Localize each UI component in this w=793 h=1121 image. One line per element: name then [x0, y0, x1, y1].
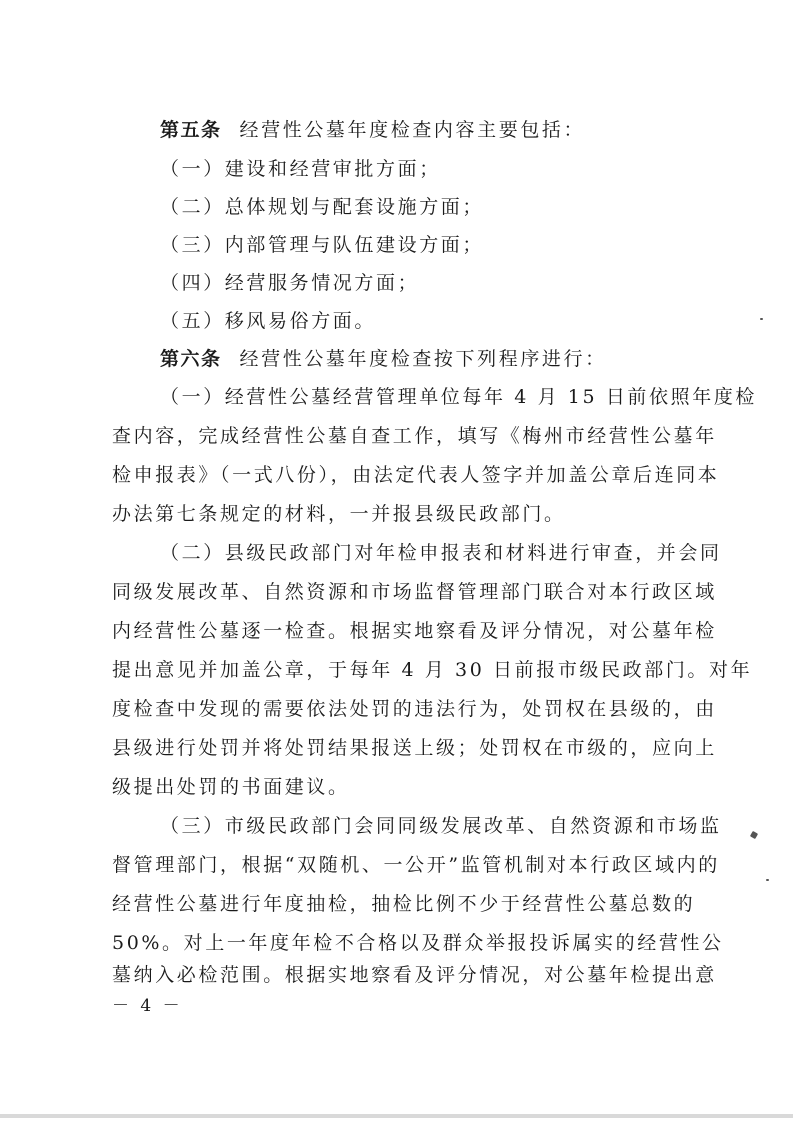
paragraph-3-line-5: 墓纳入必检范围。根据实地察看及评分情况，对公墓年检提出意 [112, 964, 717, 986]
paragraph-2-line-6: 县级进行处罚并将处罚结果报送上级；处罚权在市级的，应向上 [112, 737, 717, 759]
paragraph-1-line-1: （一）经营性公墓经营管理单位每年 4 月 15 日前依照年度检 [160, 386, 758, 408]
paragraph-2-line-3: 内经营性公墓逐一检查。根据实地察看及评分情况，对公墓年检 [112, 620, 717, 642]
article-5-intro: 经营性公墓年度检查内容主要包括： [239, 119, 586, 141]
page-number: － 4 － [112, 996, 183, 1016]
scan-speck [766, 879, 769, 881]
bottom-edge-rule [0, 1114, 793, 1118]
paragraph-1-line-4: 办法第七条规定的材料，一并报县级民政部门。 [112, 503, 566, 525]
paragraph-3-line-3: 经营性公墓进行年度抽检，抽检比例不少于经营性公墓总数的 [112, 893, 696, 915]
article-6-heading: 第六条 [160, 348, 222, 370]
article-5-item-1: （一）建设和经营审批方面； [160, 158, 441, 180]
article-6-intro: 经营性公墓年度检查按下列程序进行： [239, 348, 607, 370]
article-5-heading-line [160, 117, 585, 143]
scan-speck [750, 831, 758, 839]
paragraph-3-line-4: 50%。对上一年度年检不合格以及群众举报投诉属实的经营性公 [112, 932, 724, 954]
scan-speck [760, 318, 763, 320]
article-5-item-4: （四）经营服务情况方面； [160, 272, 420, 294]
paragraph-1-line-2: 查内容，完成经营性公墓自查工作，填写《梅州市经营性公墓年 [112, 425, 717, 447]
article-5-item-3: （三）内部管理与队伍建设方面； [160, 234, 485, 256]
paragraph-2-line-5: 度检查中发现的需要依法处罚的违法行为，处罚权在县级的，由 [112, 698, 717, 720]
article-6-heading-line [160, 346, 607, 372]
paragraph-2-line-2: 同级发展改革、自然资源和市场监督管理部门联合对本行政区域 [112, 581, 717, 603]
article-5-item-2: （二）总体规划与配套设施方面； [160, 196, 485, 218]
paragraph-2-line-4: 提出意见并加盖公章，于每年 4 月 30 日前报市级民政部门。对年 [112, 659, 753, 681]
paragraph-2-line-7: 级提出处罚的书面建议。 [112, 776, 350, 798]
paragraph-1-line-3: 检申报表》（一式八份），由法定代表人签字并加盖公章后连同本 [112, 464, 720, 486]
paragraph-2-line-1: （二）县级民政部门对年检申报表和材料进行审查，并会同 [160, 542, 722, 564]
paragraph-3-line-1: （三）市级民政部门会同同级发展改革、自然资源和市场监 [160, 815, 722, 837]
paragraph-3-line-2: 督管理部门，根据“双随机、一公开”监管机制对本行政区域内的 [112, 854, 720, 876]
article-5-item-5: （五）移风易俗方面。 [160, 310, 377, 332]
article-5-heading: 第五条 [160, 119, 222, 141]
